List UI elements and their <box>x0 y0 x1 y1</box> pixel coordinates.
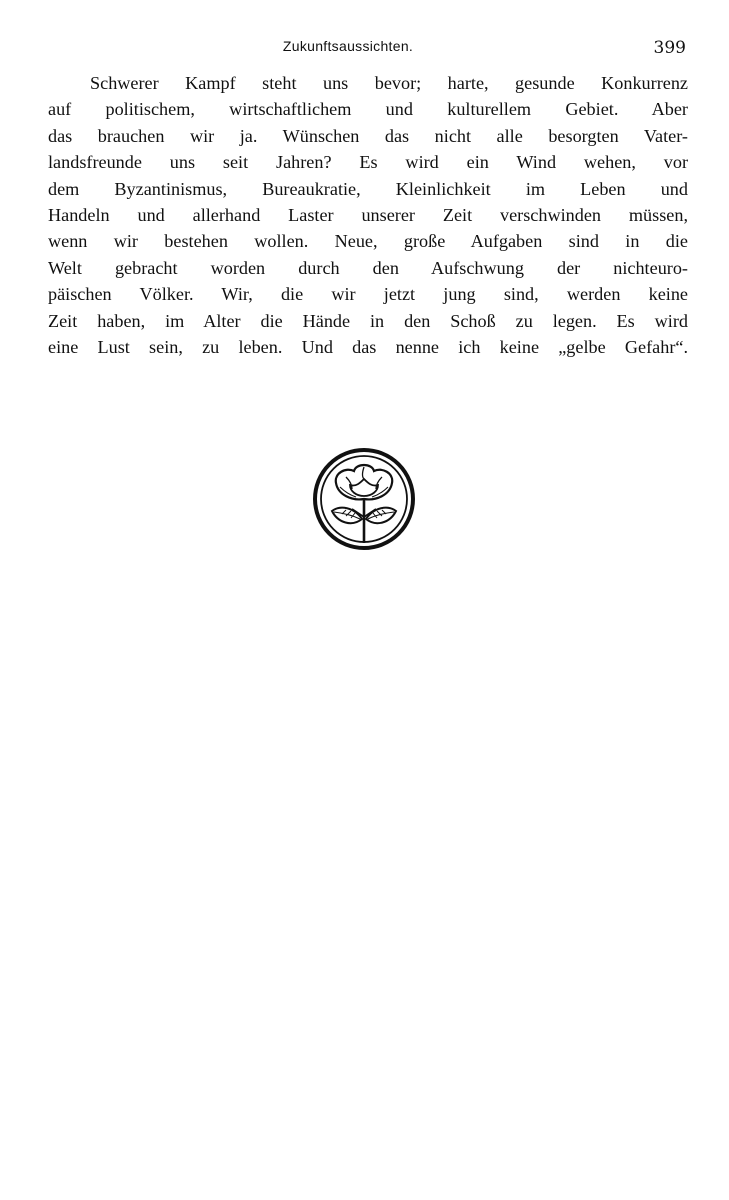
running-title: Zukunftsaussichten. <box>282 38 414 54</box>
text-line: Schwerer Kampf steht uns bevor; harte, gesunde Konkurrenz <box>90 73 688 93</box>
text-line: landsfreunde uns seit Jahren? Es wird ein Wind wehen, vor <box>48 152 688 173</box>
running-head <box>48 38 688 60</box>
text-line: eine Lust sein, zu leben. Und das nenne ich keine „gelbe Gefahr“. <box>48 336 688 357</box>
text-line: wenn wir bestehen wollen. Neue, große Aufgaben sind in die <box>48 231 688 252</box>
text-line: Handeln und allerhand Laster unserer Zeit verschwinden müssen, <box>48 204 688 225</box>
flower-roundel-icon <box>312 447 416 551</box>
page-number: 399 <box>653 38 686 58</box>
text-line: päischen Völker. Wir, die wir jetzt jung sind, werden keine <box>48 284 688 305</box>
body-paragraph <box>48 70 688 360</box>
text-line: Welt gebracht worden durch den Aufschwung der nichteuro- <box>48 257 688 278</box>
text-line: Zeit haben, im Alter die Hände in den Schoß zu legen. Es wird <box>48 310 688 331</box>
text-line: das brauchen wir ja. Wünschen das nicht alle besorgten Vater- <box>48 125 688 146</box>
text-line: auf politischem, wirtschaftlichem und kulturellem Gebiet. Aber <box>48 99 688 120</box>
text-line: dem Byzantinismus, Bureaukratie, Kleinlichkeit im Leben und <box>48 178 688 199</box>
